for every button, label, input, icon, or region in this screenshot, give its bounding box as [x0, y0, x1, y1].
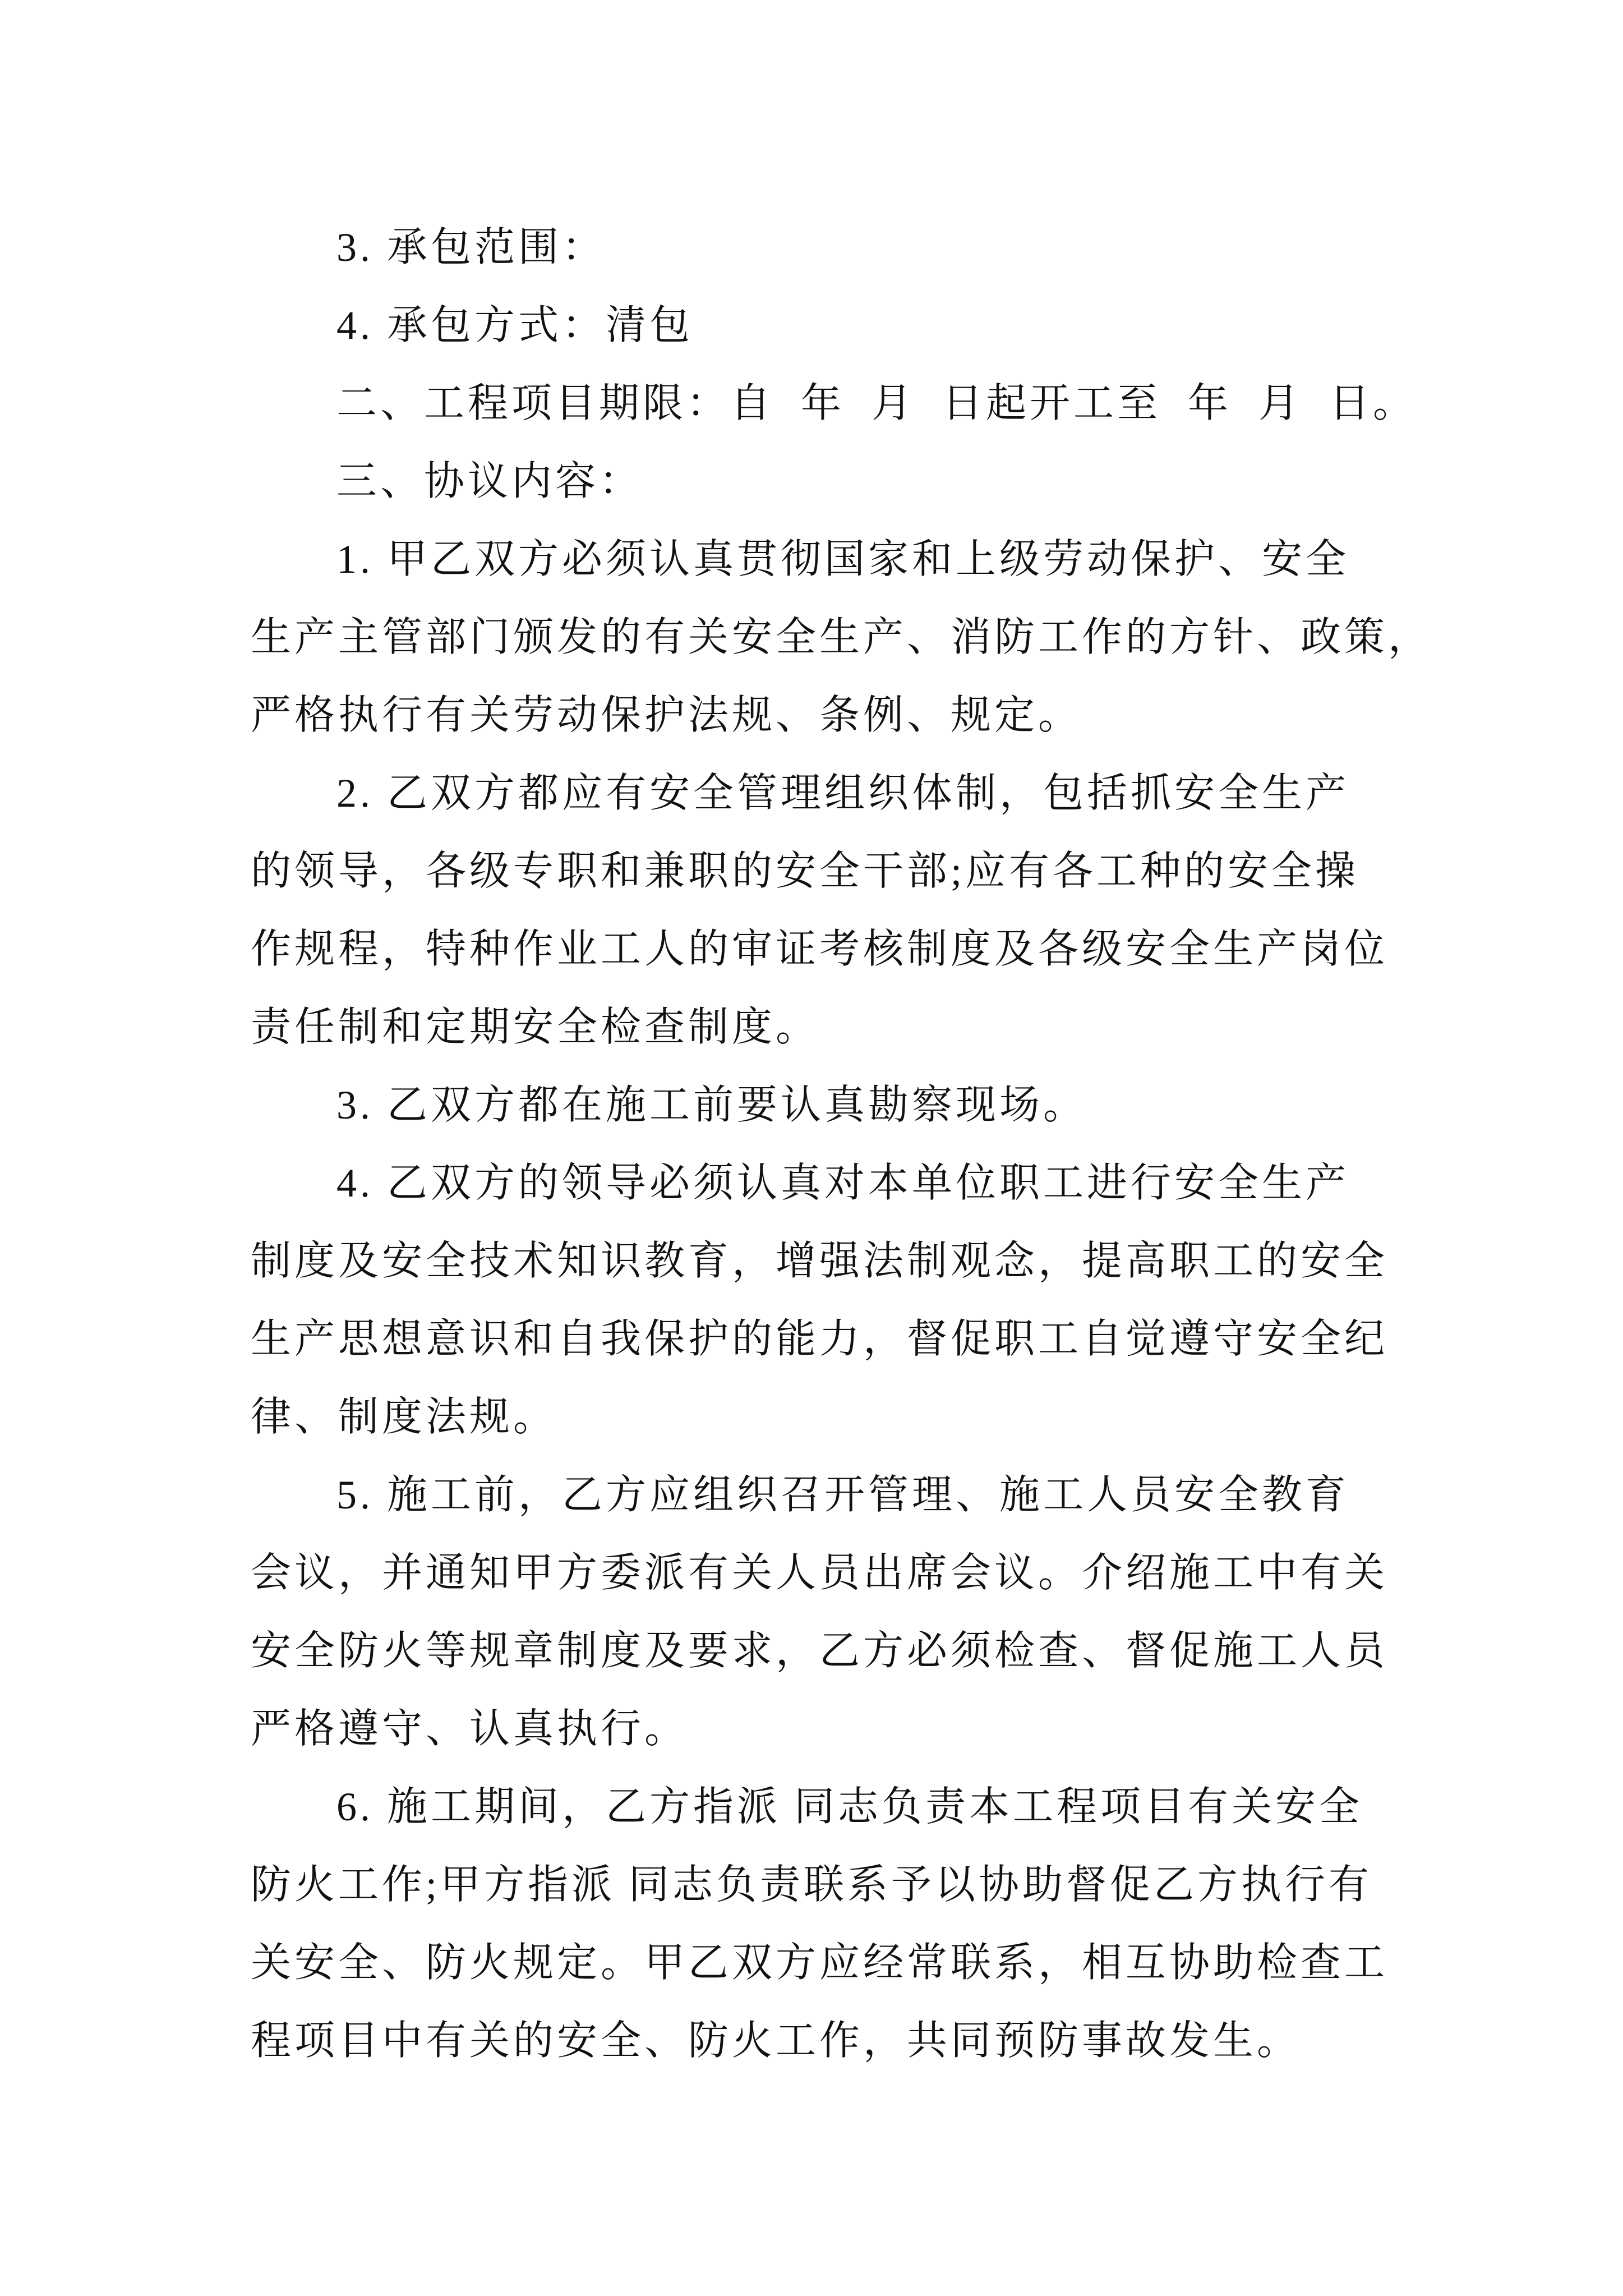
- project-period-heading: [251, 365, 1623, 443]
- text-line: 生产主管部门颁发的有关安全生产、消防工作的方针、政策，: [251, 615, 1432, 660]
- text-line: 责任制和定期安全检查制度。: [251, 1005, 820, 1050]
- clause-2: [251, 754, 1623, 1066]
- clause-1: [251, 521, 1623, 754]
- clause-6: [251, 1768, 1623, 2080]
- text-line: 律、制度法规。: [251, 1395, 557, 1439]
- text-line: 三、协议内容：: [336, 459, 643, 504]
- text-line: 4. 承包方式：清包: [336, 303, 694, 348]
- contract-scope-item: [251, 209, 1623, 287]
- text-line: 1. 甲乙双方必须认真贯彻国家和上级劳动保护、安全: [336, 537, 1350, 582]
- text-line: 3. 承包范围：: [336, 225, 606, 270]
- text-line: 生产思想意识和自我保护的能力，督促职工自觉遵守安全纪: [251, 1317, 1389, 1361]
- contract-method-item: [251, 287, 1623, 365]
- text-line: 的领导，各级专职和兼职的安全干部;应有各工种的安全操: [251, 849, 1359, 894]
- text-line: 程项目中有关的安全、防火工作，共同预防事故发生。: [251, 2018, 1301, 2063]
- agreement-content-heading: [251, 443, 1623, 521]
- text-line: 作规程，特种作业工人的审证考核制度及各级安全生产岗位: [251, 927, 1389, 972]
- text-line: 6. 施工期间，乙方指派 同志负责本工程项目有关安全: [336, 1784, 1363, 1829]
- text-line: 3. 乙双方都在施工前要认真勘察现场。: [336, 1083, 1087, 1128]
- text-line: 5. 施工前，乙方应组织召开管理、施工人员安全教育: [336, 1473, 1350, 1517]
- text-line: 4. 乙双方的领导必须认真对本单位职工进行安全生产: [336, 1161, 1350, 1205]
- clause-5: [251, 1456, 1623, 1768]
- text-line: 会议，并通知甲方委派有关人员出席会议。介绍施工中有关: [251, 1550, 1389, 1595]
- text-line: 二、工程项目期限：自 年 月 日起开工至 年 月 日。: [336, 381, 1417, 426]
- clause-4: [251, 1144, 1623, 1456]
- text-line: 制度及安全技术知识教育，增强法制观念，提高职工的安全: [251, 1239, 1389, 1283]
- text-line: 安全防火等规章制度及要求，乙方必须检查、督促施工人员: [251, 1628, 1389, 1673]
- clause-3: [251, 1066, 1623, 1144]
- text-line: 关安全、防火规定。甲乙双方应经常联系，相互协助检查工: [251, 1940, 1389, 1985]
- text-line: 防火工作;甲方指派 同志负责联系予以协助督促乙方执行有: [251, 1862, 1373, 1907]
- text-line: 严格遵守、认真执行。: [251, 1706, 689, 1751]
- text-line: 严格执行有关劳动保护法规、条例、规定。: [251, 693, 1082, 738]
- text-line: 2. 乙双方都应有安全管理组织体制，包括抓安全生产: [336, 771, 1350, 816]
